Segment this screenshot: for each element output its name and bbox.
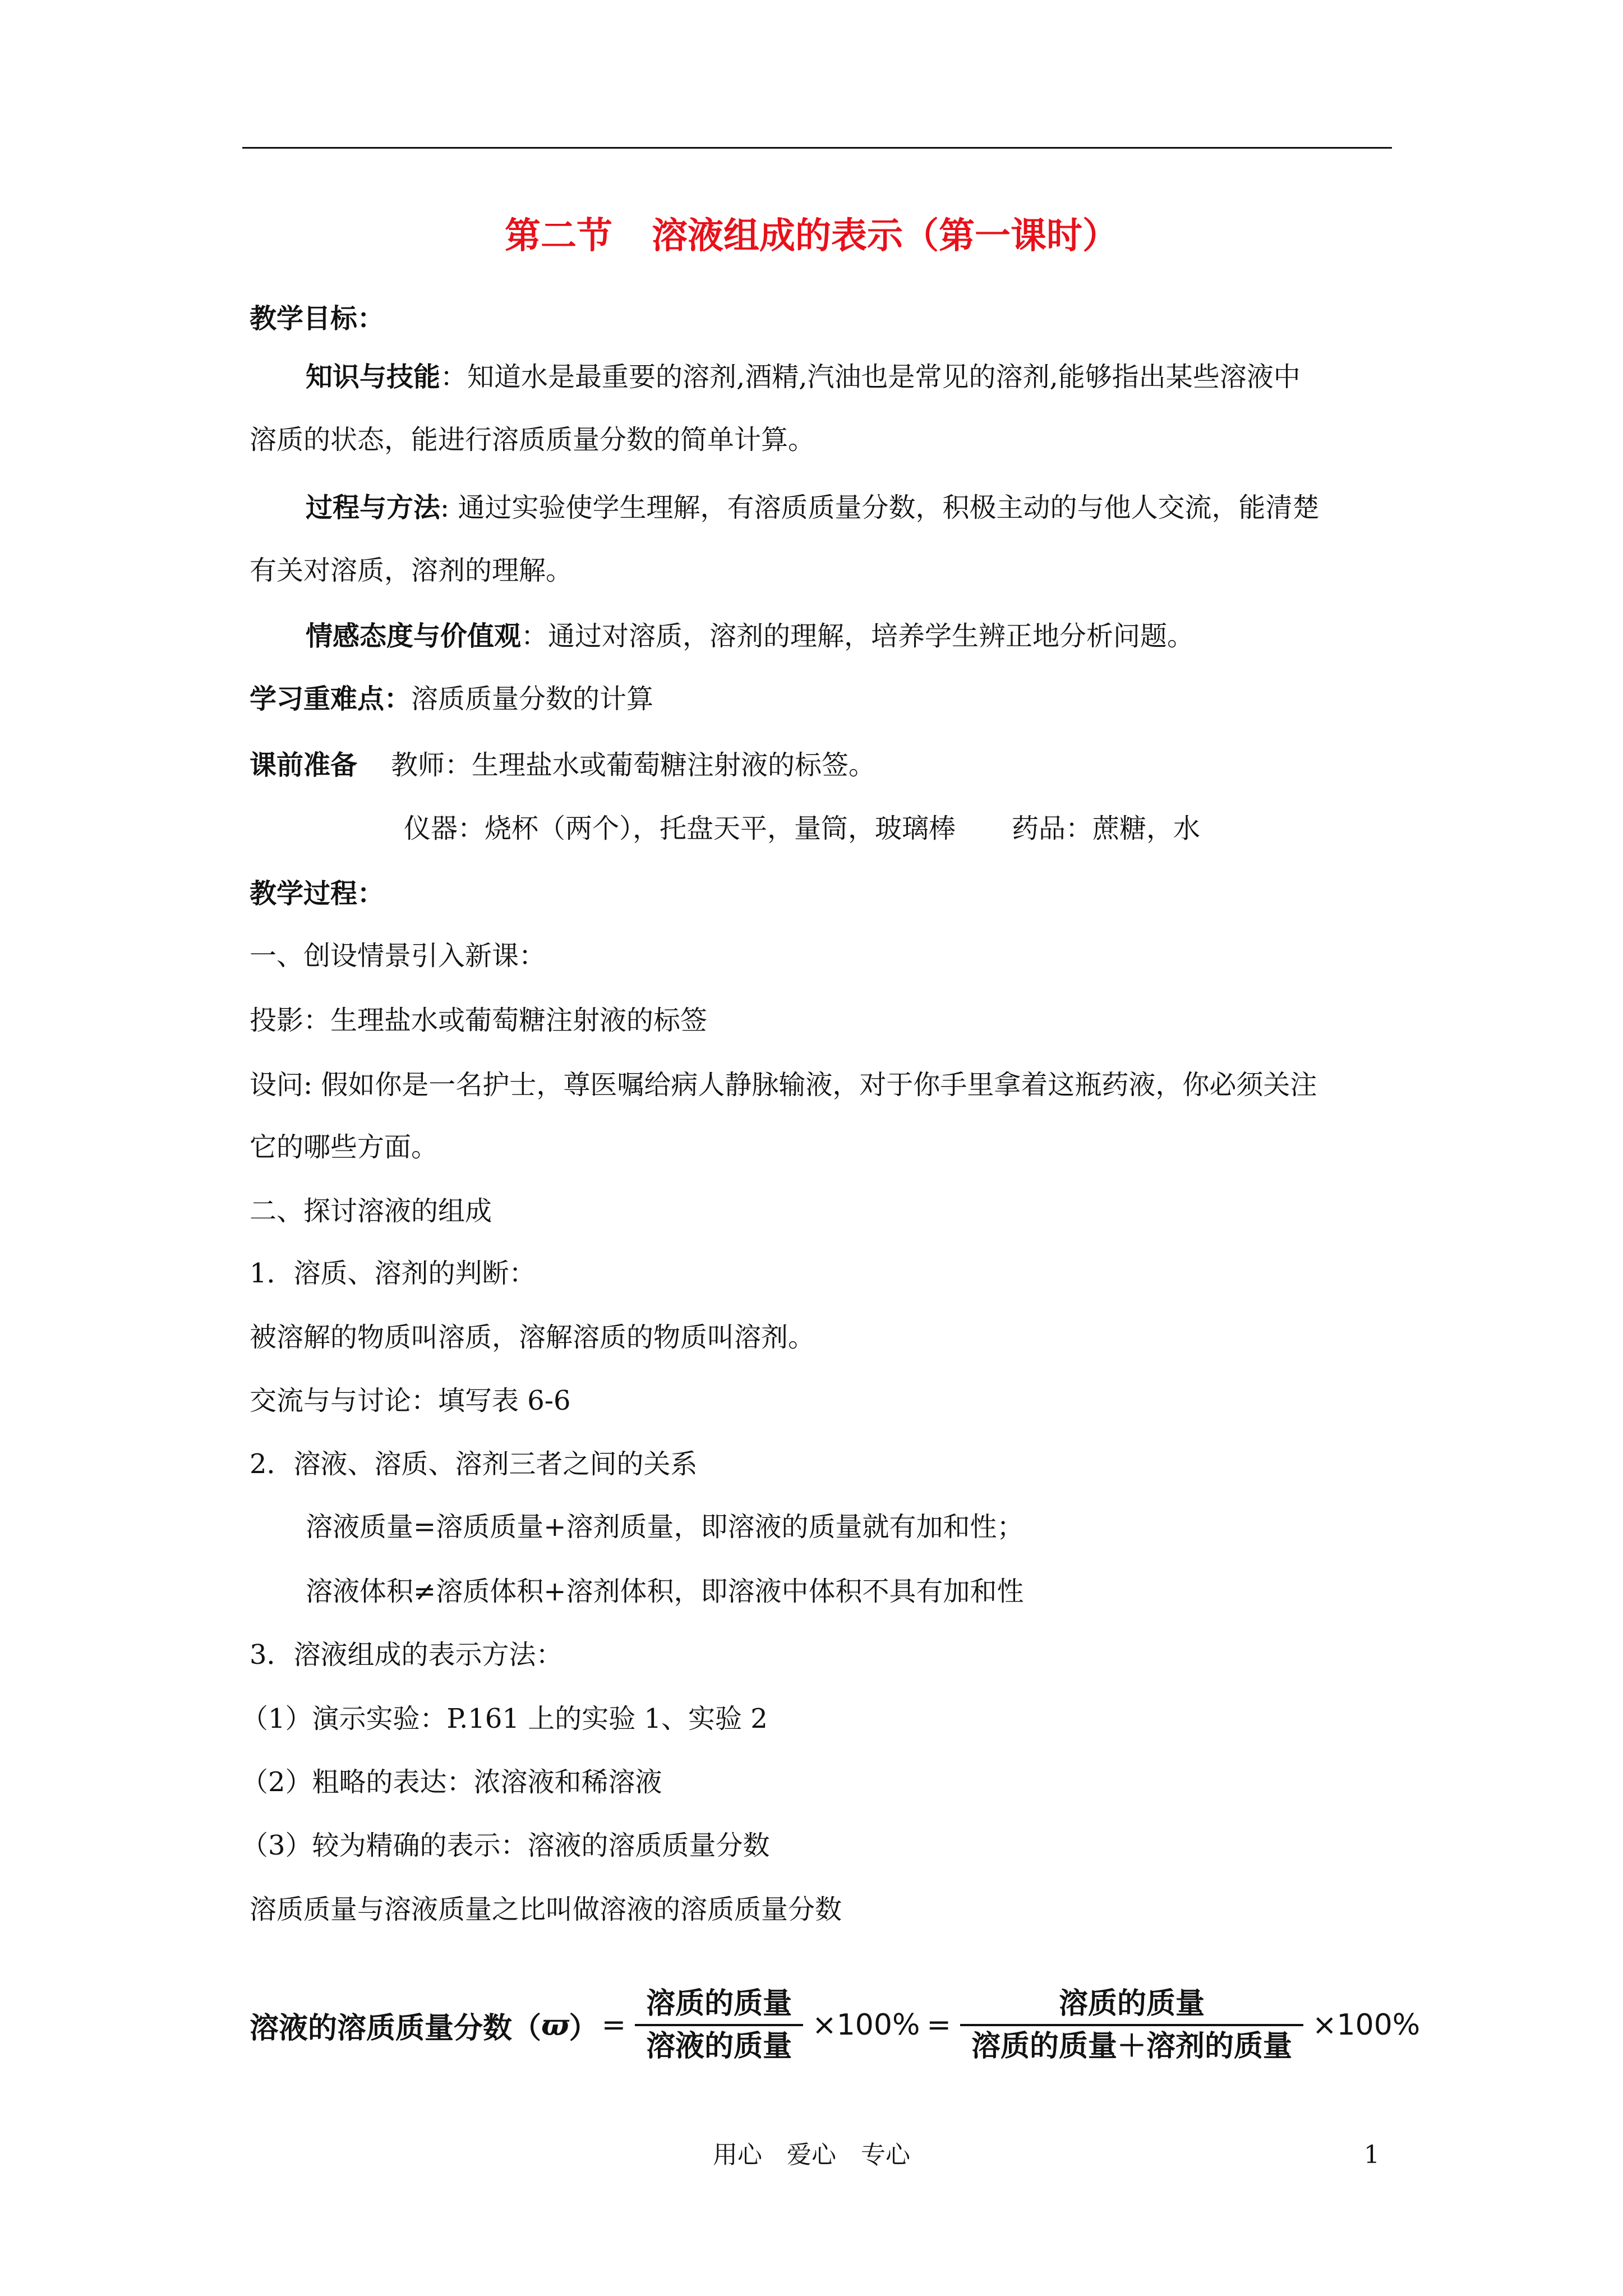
times-percent-1: ×100%: [812, 2008, 920, 2042]
page-title: [0, 211, 1623, 261]
projection-line: 投影：生理盐水或葡萄糖注射液的标签: [250, 1005, 708, 1036]
fraction-2-denominator: 溶质的质量＋溶剂的质量: [971, 2030, 1292, 2063]
equals-sign-1: =: [601, 2008, 626, 2042]
fraction-1-numerator: 溶质的质量: [646, 1987, 792, 2021]
formula-lhs: 溶液的溶质质量分数: [250, 2011, 513, 2045]
item-2-1: 1．溶质、溶剂的判断：: [250, 1258, 536, 1289]
fraction-1-denominator: 溶液的质量: [646, 2030, 792, 2063]
item-2-3: 3．溶液组成的表示方法：: [250, 1639, 563, 1671]
prep-drugs: 药品：蔗糖，水: [1012, 813, 1201, 844]
header-rule: [242, 147, 1392, 149]
key-label: 学习重难点：: [250, 683, 412, 715]
process-label: 过程与方法: [306, 492, 441, 523]
fraction-2-numerator: 溶质的质量: [1058, 1987, 1205, 2021]
prep-label: 课前准备: [250, 749, 358, 781]
emotion-label: 情感态度与价值观: [306, 620, 522, 652]
title-topic: 溶液组成的表示（第一课时）: [652, 215, 1118, 257]
subitem-3: （3）较为精确的表示：溶液的溶质质量分数: [241, 1830, 770, 1861]
prep-materials-line: [404, 811, 1200, 846]
question-line-1: 设问: 假如你是一名护士，尊医嘱给病人静脉输液，对于你手里拿着这瓶药液，你必须关注: [250, 1069, 1317, 1101]
fraction-definition: 溶质质量与溶液质量之比叫做溶液的溶质质量分数: [250, 1894, 842, 1925]
definition-line: 被溶解的物质叫溶质，溶解溶质的物质叫溶剂。: [250, 1322, 815, 1353]
section-1: 一、创设情景引入新课：: [250, 940, 546, 972]
goals-heading: 教学目标：: [250, 303, 385, 334]
process-line-1: 过程与方法: 通过实验使学生理解，有溶质质量分数，积极主动的与他人交流，能清楚: [306, 492, 1320, 523]
knowledge-line-2: 溶质的状态，能进行溶质质量分数的简单计算。: [250, 424, 815, 455]
formula-symbol: ϖ: [541, 2008, 569, 2042]
times-percent-2: ×100%: [1312, 2008, 1421, 2042]
prep-instruments: 仪器：烧杯（两个），托盘天平，量筒，玻璃棒: [404, 813, 956, 844]
volume-relation-line: 溶液体积≠溶质体积+溶剂体积，即溶液中体积不具有加和性: [306, 1576, 1024, 1607]
discussion-line: 交流与与讨论：填写表 6-6: [250, 1385, 571, 1416]
knowledge-line-1: 知识与技能：知道水是最重要的溶剂,酒精,汽油也是常见的溶剂,能够指出某些溶液中: [306, 361, 1301, 393]
fraction-1: [635, 1984, 803, 2067]
subitem-2: （2）粗略的表达：浓溶液和稀溶液: [241, 1766, 662, 1798]
subitem-1: （1）演示实验：P.161 上的实验 1、实验 2: [241, 1703, 768, 1734]
equals-sign-2: =: [926, 2008, 951, 2042]
title-section: 第二节: [505, 215, 612, 257]
process-heading: 教学过程：: [250, 878, 385, 909]
question-line-2: 它的哪些方面。: [250, 1131, 439, 1163]
page-number: 1: [1364, 2141, 1380, 2169]
mass-fraction-formula: 溶液的溶质质量分数 （ ϖ ） = $\frac{\text{溶质的质量}}{\text{溶液的质量}}$ ×100% = $\frac{\text{溶质的质量}}{\text{溶质的质量＋溶剂的质量}}$ ×100%: [250, 1977, 1427, 2073]
process-line-2: 有关对溶质，溶剂的理解。: [250, 555, 573, 586]
mass-relation-line: 溶液质量=溶质质量+溶剂质量，即溶液的质量就有加和性；: [306, 1511, 1024, 1543]
section-2: 二、探讨溶液的组成: [250, 1195, 492, 1227]
knowledge-label: 知识与技能: [306, 361, 441, 393]
emotion-line: 情感态度与价值观：通过对溶质，溶剂的理解，培养学生辨正地分析问题。: [306, 620, 1195, 652]
fraction-2: [960, 1984, 1303, 2067]
key-points-line: 学习重难点：溶质质量分数的计算: [250, 683, 654, 715]
footer-motto: 用心 爱心 专心: [713, 2141, 910, 2169]
item-2-2: 2．溶液、溶质、溶剂三者之间的关系: [250, 1448, 698, 1480]
prep-line: 课前准备 教师：生理盐水或葡萄糖注射液的标签。: [250, 749, 876, 781]
